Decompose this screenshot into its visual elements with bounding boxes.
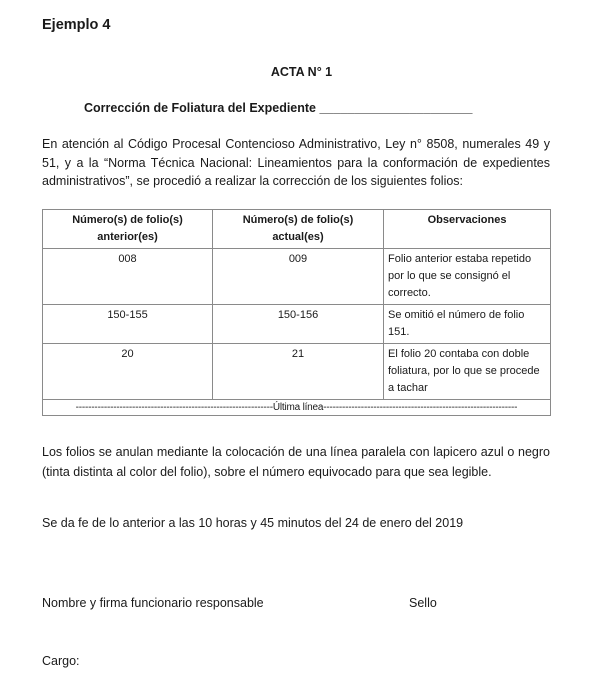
- intro-paragraph: En atención al Código Procesal Contencioso Administrativo, Ley n° 8508, numerales 49 y 51, y a la “Norma Técnica Nacional: Lineamientos para la conformación de expedientes administrativos”, se procedió a realizar la corrección de los siguientes folios:: [42, 137, 550, 188]
- table-last-line-row: [43, 400, 551, 416]
- table-row: [43, 249, 551, 305]
- header-folio-actual: Número(s) de folio(s) actual(es): [213, 210, 384, 249]
- sello-label: Sello: [409, 596, 437, 610]
- table-header-row: [43, 210, 551, 249]
- cell-folio-anterior: 150-155: [43, 305, 213, 344]
- folios-table: [42, 209, 551, 416]
- header-observaciones: Observaciones: [384, 210, 551, 249]
- correccion-title: Corrección de Foliatura del Expediente ______________________: [84, 101, 473, 115]
- firma-label: Nombre y firma funcionario responsable: [42, 596, 264, 610]
- last-line: ---------------------------------------------------------------Última línea--------------------------------------------------------------: [43, 400, 551, 416]
- cell-folio-actual: 009: [213, 249, 384, 305]
- cell-folio-actual: 21: [213, 344, 384, 400]
- table-row: [43, 305, 551, 344]
- example-title: Ejemplo 4: [42, 17, 111, 33]
- header-folio-anterior: Número(s) de folio(s) anterior(es): [43, 210, 213, 249]
- fe-paragraph: Se da fe de lo anterior a las 10 horas y 45 minutos del 24 de enero del 2019: [42, 516, 464, 530]
- cell-observaciones: El folio 20 contaba con doble foliatura, por lo que se procede a tachar: [384, 344, 551, 400]
- cell-observaciones: Folio anterior estaba repetido por lo que se consignó el correcto.: [384, 249, 551, 305]
- cell-folio-anterior: 20: [43, 344, 213, 400]
- anulacion-paragraph: Los folios se anulan mediante la colocación de una línea paralela con lapicero azul o negro (tinta distinta al color del folio), sobre el número equivocado para que sea legible.: [42, 445, 550, 479]
- cargo-label: Cargo:: [42, 654, 80, 668]
- cell-folio-actual: 150-156: [213, 305, 384, 344]
- cell-folio-anterior: 008: [43, 249, 213, 305]
- acta-title: ACTA N° 1: [270, 65, 333, 79]
- cell-observaciones: Se omitió el número de folio 151.: [384, 305, 551, 344]
- table-row: [43, 344, 551, 400]
